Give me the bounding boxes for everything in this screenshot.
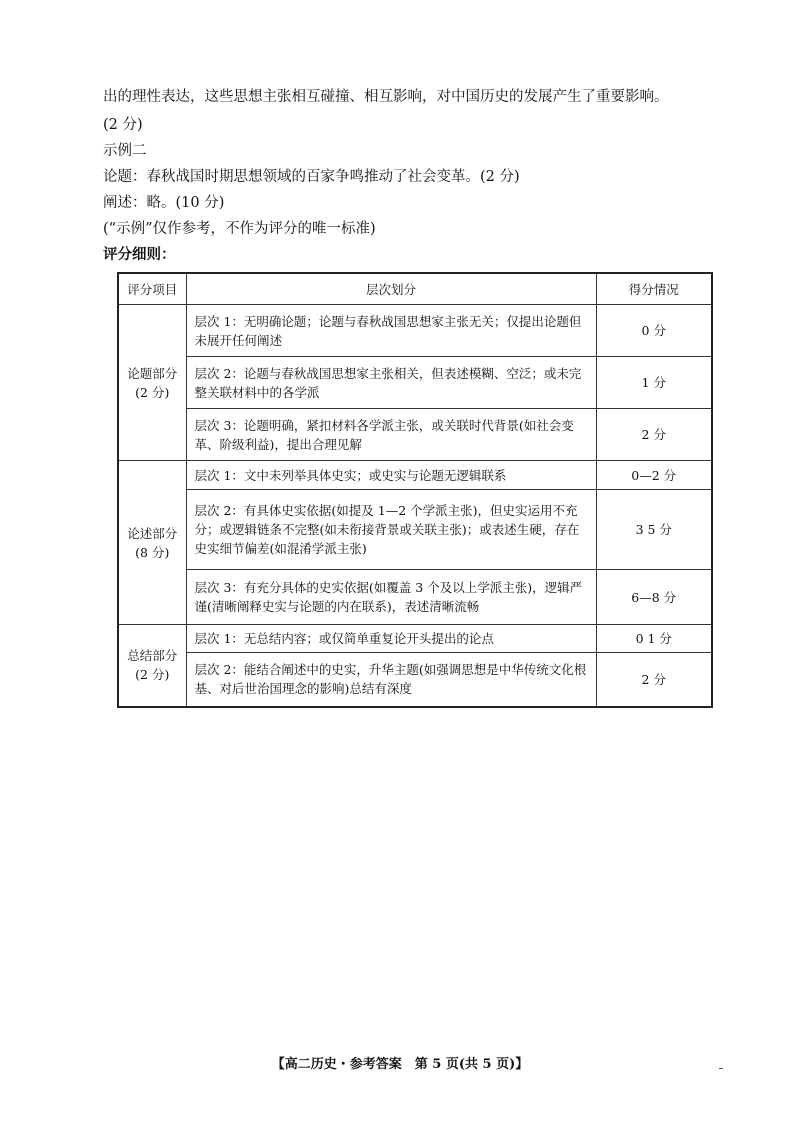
page-mark: [719, 1068, 723, 1069]
level-desc: 层次 2：能结合阐述中的史实，升华主题(如强调思想是中华传统文化根基、对后世治国理念的影响)总结有深度: [186, 653, 596, 707]
header-points: 得分情况: [596, 273, 712, 305]
level-points: 0—2 分: [596, 461, 712, 490]
intro-line-2: (2 分): [103, 117, 143, 133]
header-category: 评分项目: [118, 273, 186, 305]
table-row: [118, 570, 712, 625]
category-label: 论题部分: [127, 365, 178, 381]
scoring-table: [117, 272, 713, 708]
footer-text: 【高二历史・参考答案 第 5 页(共 5 页)】: [271, 1057, 529, 1072]
elaboration-line: 阐述：略。(10 分): [103, 195, 225, 211]
level-desc: 层次 1：无总结内容；或仅简单重复论开头提出的论点: [186, 625, 596, 653]
category-thesis: [118, 305, 186, 461]
note-line: (“示例”仅作参考，不作为评分的唯一标准): [103, 221, 376, 237]
level-desc: 层次 2：论题与春秋战国思想家主张相关，但表述模糊、空泛；或未完整关联材料中的各学派: [186, 357, 596, 409]
level-points: 2 分: [596, 653, 712, 707]
table-row: [118, 409, 712, 461]
level-desc: 层次 1：文中未列举具体史实；或史实与论题无逻辑联系: [186, 461, 596, 490]
level-points: 3 5 分: [596, 490, 712, 570]
thesis-line: 论题：春秋战国时期思想领域的百家争鸣推动了社会变革。(2 分): [103, 169, 520, 185]
table-row: [118, 653, 712, 707]
level-points: 0 1 分: [596, 625, 712, 653]
table-header-row: [118, 273, 712, 305]
level-points: 6—8 分: [596, 570, 712, 625]
category-points: (2 分): [135, 384, 170, 400]
category-label: 总结部分: [127, 648, 178, 664]
level-points: 1 分: [596, 357, 712, 409]
section-heading: 评分细则：: [103, 247, 176, 263]
level-desc: 层次 1：无明确论题；论题与春秋战国思想家主张无关；仅提出论题但未展开任何阐述: [186, 305, 596, 357]
table-row: [118, 305, 712, 357]
table-row: [118, 357, 712, 409]
category-summary: [118, 625, 186, 707]
level-desc: 层次 3：有充分具体的史实依据(如覆盖 3 个及以上学派主张)，逻辑严谨(清晰阐释史实与论题的内在联系)，表述清晰流畅: [186, 570, 596, 625]
intro-line-1: 出的理性表达，这些思想主张相互碰撞、相互影响，对中国历史的发展产生了重要影响。: [103, 89, 669, 105]
header-levels: 层次划分: [186, 273, 596, 305]
table-row: [118, 625, 712, 653]
example-two-label: 示例二: [103, 143, 147, 159]
table-row: [118, 461, 712, 490]
category-points: (8 分): [135, 544, 170, 560]
category-argument: [118, 461, 186, 625]
page-footer: [0, 1053, 800, 1072]
category-points: (2 分): [135, 667, 170, 683]
level-desc: 层次 2：有具体史实依据(如提及 1—2 个学派主张)，但史实运用不充分；或逻辑链条不完整(如未衔接背景或关联主张)；或表述生硬，存在史实细节偏差(如混淆学派主张): [186, 490, 596, 570]
level-desc: 层次 3：论题明确，紧扣材料各学派主张，或关联时代背景(如社会变革、阶级利益)，提出合理见解: [186, 409, 596, 461]
level-points: 0 分: [596, 305, 712, 357]
category-label: 论述部分: [127, 525, 178, 541]
level-points: 2 分: [596, 409, 712, 461]
table-row: [118, 490, 712, 570]
